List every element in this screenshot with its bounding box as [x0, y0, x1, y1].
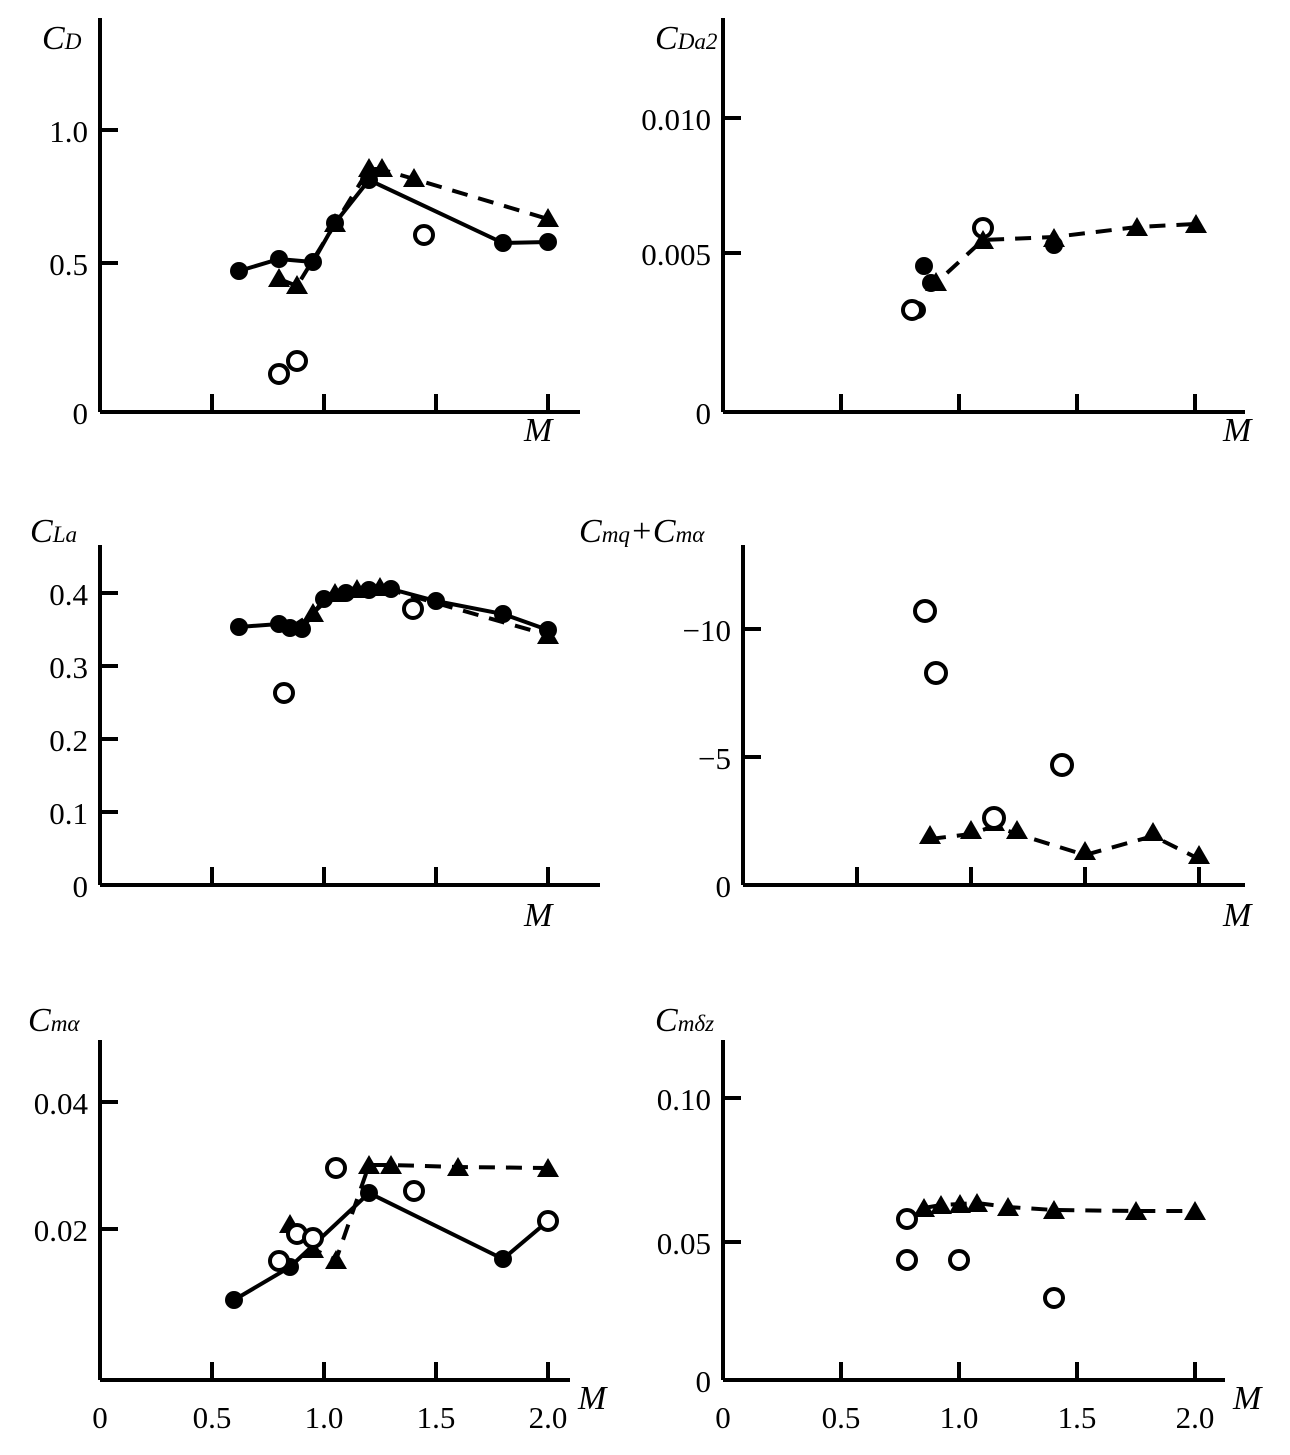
tick-x-1.5: 1.5 — [416, 1400, 456, 1435]
tick-y-0.5: 0.5 — [49, 247, 88, 282]
tick-y-0: 0 — [72, 396, 88, 431]
tick-x-0: 0 — [92, 1400, 108, 1435]
panel-cma-ylabel: Cmα — [28, 1002, 80, 1039]
panel-cmq-plot — [645, 485, 1290, 955]
tick-x-0.5: 0.5 — [821, 1400, 861, 1435]
panel-cla-plot — [0, 485, 645, 955]
tick-y-minus5: −5 — [698, 741, 731, 776]
tick-y-0: 0 — [72, 869, 88, 904]
panel-cd-plot — [0, 0, 645, 470]
panel-cmdz-xlabel: M — [1233, 1380, 1262, 1417]
tick-y-0.005: 0.005 — [641, 237, 711, 272]
panel-cda2-ylabel: CDa2 — [655, 20, 718, 57]
panel-cla-xlabel: M — [524, 897, 553, 934]
tick-x-0: 0 — [715, 1400, 731, 1435]
panel-cda2 — [641, 0, 1290, 470]
tick-y-0: 0 — [695, 1364, 711, 1399]
panel-cd-xlabel: M — [524, 412, 553, 449]
panel-cmdz-plot — [645, 980, 1290, 1455]
tick-y-0.2: 0.2 — [49, 723, 88, 758]
panel-cmq-xlabel: M — [1223, 897, 1252, 934]
panel-cma — [0, 980, 645, 1455]
panel-cla-ylabel: CLa — [30, 513, 78, 550]
tick-y-0.10: 0.10 — [656, 1082, 711, 1117]
tick-x-0.5: 0.5 — [192, 1400, 232, 1435]
tick-y-1.0: 1.0 — [49, 114, 88, 149]
tick-y-0.05: 0.05 — [656, 1226, 711, 1261]
panel-cmq — [579, 485, 1290, 955]
panel-cda2-xlabel: M — [1223, 412, 1252, 449]
panel-cd-ylabel: CD — [42, 20, 82, 57]
panel-cmdz-ylabel: Cmδz — [655, 1002, 715, 1039]
tick-x-2.0: 2.0 — [1175, 1400, 1215, 1435]
panel-cma-plot — [0, 980, 645, 1455]
tick-y-0.4: 0.4 — [49, 577, 88, 612]
tick-x-1.0: 1.0 — [304, 1400, 344, 1435]
panel-cmdz — [645, 980, 1290, 1455]
tick-x-1.5: 1.5 — [1057, 1400, 1097, 1435]
panel-cla — [0, 485, 645, 955]
tick-y-0: 0 — [715, 869, 731, 904]
tick-y-0.02: 0.02 — [33, 1213, 88, 1248]
tick-y-minus10: −10 — [682, 613, 731, 648]
tick-y-0: 0 — [695, 396, 711, 431]
panel-cma-xlabel: M — [578, 1380, 607, 1417]
tick-y-0.3: 0.3 — [49, 650, 88, 685]
tick-x-2.0: 2.0 — [528, 1400, 568, 1435]
tick-x-1.0: 1.0 — [939, 1400, 979, 1435]
tick-y-0.010: 0.010 — [641, 102, 711, 137]
panel-cd — [0, 0, 645, 470]
tick-y-0.1: 0.1 — [49, 796, 88, 831]
panel-cda2-plot — [641, 0, 1290, 470]
tick-y-0.04: 0.04 — [33, 1086, 88, 1121]
panel-cmq-ylabel: Cmq+Cmα — [579, 513, 705, 550]
